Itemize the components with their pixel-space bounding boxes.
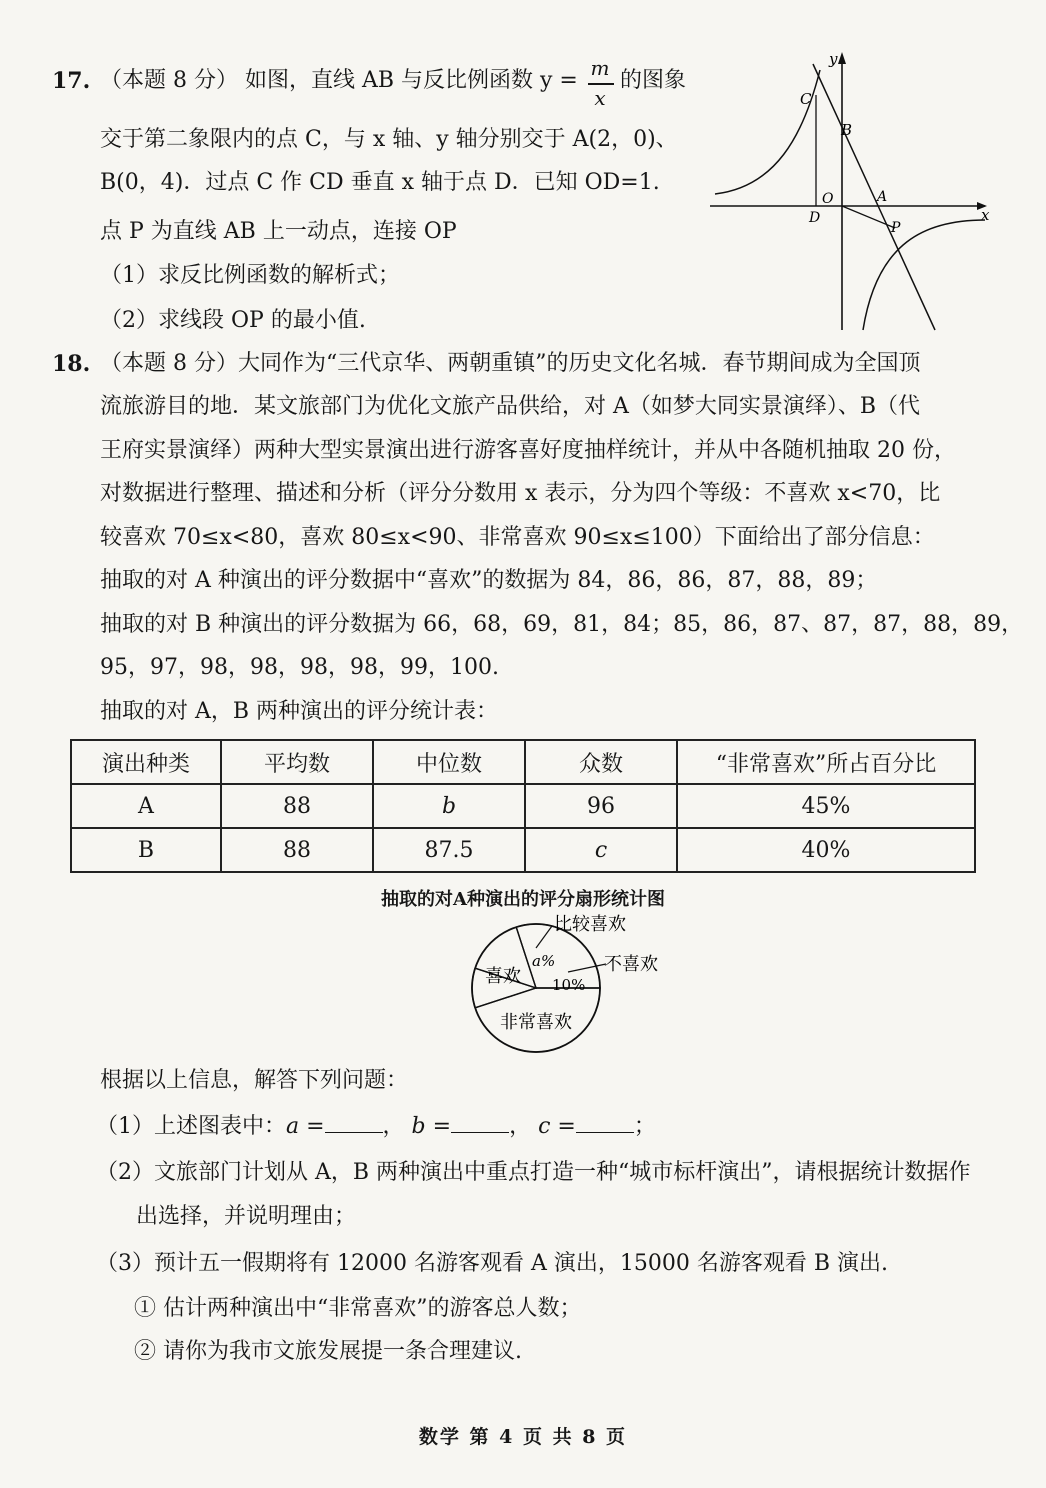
q18-line-2: 流旅游目的地．某文旅部门为优化文旅产品供给，对 A（如梦大同实景演绎）、B（代: [100, 394, 921, 419]
label-a: A: [877, 189, 888, 205]
hyperbola-lower-branch: [863, 220, 985, 330]
segment-op: [842, 206, 895, 228]
part-3: （3）预计五一假期将有 12000 名游客观看 A 演出，15000 名游客观看 B 演出.: [96, 1251, 888, 1276]
th-median: 中位数: [373, 740, 525, 784]
table-header-row: [71, 740, 975, 784]
pie-title: 抽取的对A种演出的评分扇形统计图: [381, 889, 665, 910]
cell: A: [71, 784, 221, 828]
part-3-2: ② 请你为我市文旅发展提一条合理建议.: [134, 1339, 522, 1364]
q17-frac-bar: [588, 83, 614, 85]
q18-line-4: 对数据进行整理、描述和分析（评分分数用 x 表示，分为四个等级：不喜欢 x<70，比: [100, 481, 941, 506]
part-1-c-label: c =: [538, 1114, 576, 1139]
q17-header: （本题 8 分） 如图，直线 AB 与反比例函数 y =: [100, 68, 578, 93]
cell: 87.5: [373, 828, 525, 872]
th-mode: 众数: [525, 740, 677, 784]
label-like: 喜欢: [485, 966, 521, 987]
q17-sub1: （1）求反比例函数的解析式；: [100, 263, 400, 288]
q18-line-6: 抽取的对 A 种演出的评分数据中“喜欢”的数据为 84，86，86，87，88，89；: [100, 568, 878, 593]
th-type: 演出种类: [71, 740, 221, 784]
part-1-prefix: （1）上述图表中：: [96, 1114, 286, 1139]
label-y: y: [829, 50, 838, 68]
table-row: [71, 784, 975, 828]
th-mean: 平均数: [221, 740, 373, 784]
cell: 96: [525, 784, 677, 828]
label-compare: 比较喜欢: [554, 914, 626, 935]
pie-chart: [440, 910, 700, 1060]
q18-line-1: （本题 8 分）大同作为“三代京华、两朝重镇”的历史文化名城．春节期间成为全国顶: [100, 351, 921, 376]
label-10pct: 10%: [552, 976, 586, 994]
label-o: O: [822, 191, 834, 207]
cell: B: [71, 828, 221, 872]
part-3-1: ① 估计两种演出中“非常喜欢”的游客总人数；: [134, 1296, 582, 1321]
leader-dislike: [568, 964, 606, 972]
label-dislike: 不喜欢: [604, 954, 658, 975]
q17-frac-numerator: m: [590, 56, 610, 80]
cell: 40%: [677, 828, 975, 872]
q18-line-8: 95，97，98，98，98，98，99，100.: [100, 655, 499, 680]
hyperbola-upper-branch: [715, 70, 820, 194]
q17-line2: 交于第二象限内的点 C，与 x 轴、y 轴分别交于 A(2，0)、: [100, 127, 678, 152]
cell: c: [525, 828, 677, 872]
cell: b: [373, 784, 525, 828]
q17-header-tail: 的图象: [620, 68, 687, 93]
part-1-a-label: a =: [286, 1114, 325, 1139]
q17-line4: 点 P 为直线 AB 上一动点，连接 OP: [100, 219, 457, 244]
cell: 88: [221, 828, 373, 872]
q18-line-9: 抽取的对 A，B 两种演出的评分统计表：: [100, 699, 499, 724]
y-axis-arrow: [838, 52, 846, 64]
q17-frac-denominator: x: [594, 86, 606, 110]
part-2-line2: 出选择，并说明理由；: [136, 1204, 357, 1229]
page-footer: 数学 第 4 页 共 8 页: [418, 1426, 628, 1448]
q17-number: 17.: [52, 68, 91, 94]
cell: 88: [221, 784, 373, 828]
label-d: D: [809, 210, 821, 226]
answer-intro: 根据以上信息，解答下列问题：: [100, 1068, 409, 1093]
label-very: 非常喜欢: [500, 1012, 572, 1033]
q17-figure: [705, 42, 1005, 337]
cell: 45%: [677, 784, 975, 828]
blank-a[interactable]: [325, 1112, 383, 1133]
label-x: x: [981, 206, 990, 224]
label-c: C: [800, 90, 812, 108]
q18-line-3: 王府实景演绎）两种大型实景演出进行游客喜好度抽样统计，并从中各随机抽取 20 份，: [100, 438, 956, 463]
blank-c[interactable]: [576, 1112, 634, 1133]
part-1-b-label: b =: [411, 1114, 452, 1139]
q18-line-7: 抽取的对 B 种演出的评分数据为 66，68，69，81，84；85，86，87、87，87，88，89，: [100, 612, 1024, 637]
label-b: B: [841, 121, 853, 139]
leader-compare: [536, 926, 552, 948]
th-percent: “非常喜欢”所占百分比: [677, 740, 975, 784]
label-p: P: [891, 220, 901, 236]
blank-b[interactable]: [451, 1112, 509, 1133]
label-a-pct: a%: [532, 952, 556, 970]
table-row: [71, 828, 975, 872]
part-2-line1: （2）文旅部门计划从 A，B 两种演出中重点打造一种“城市标杆演出”，请根据统计数据作: [96, 1160, 971, 1185]
stats-table: [70, 739, 976, 873]
q17-line3: B(0，4)．过点 C 作 CD 垂直 x 轴于点 D．已知 OD=1.: [100, 170, 660, 195]
q18-line-5: 较喜欢 70≤x<80，喜欢 80≤x<90、非常喜欢 90≤x≤100）下面给出了部分信息：: [100, 525, 935, 550]
q17-sub2: （2）求线段 OP 的最小值.: [100, 308, 366, 333]
q18-number: 18.: [52, 351, 91, 377]
part-1: （1）上述图表中：a = ， b = ， c = ；: [96, 1114, 656, 1139]
